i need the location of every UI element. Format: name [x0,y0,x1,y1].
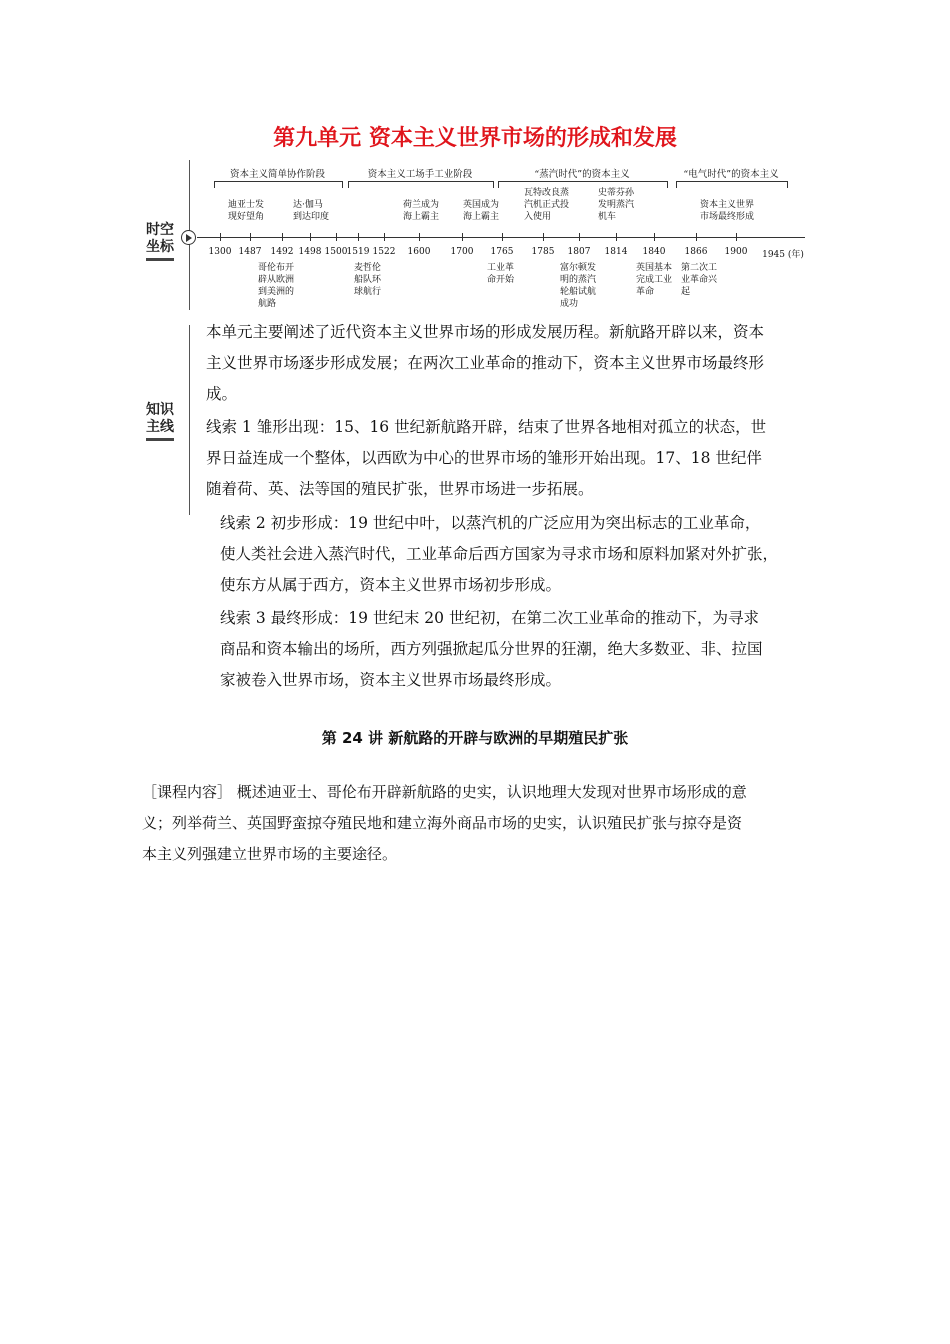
timeline-tick [654,233,655,241]
timeline-side-label [140,222,180,261]
stage-label: “电气时代”的资本主义 [683,169,779,180]
text-line: 本单元主要阐述了近代资本主义世界市场的形成发展历程。新航路开辟以来，资本 [206,323,765,341]
side-label-line1: 时空 [146,222,174,238]
timeline-event: 富尔顿发 明的蒸汽 轮船试航 成功 [560,263,597,309]
timeline-year: 1945 (年) [762,250,804,260]
timeline-year: 1487 [238,247,262,257]
timeline-event: 英国成为 海上霸主 [463,200,500,222]
timeline-year: 1765 [490,247,514,257]
timeline-tick [616,233,617,241]
timeline-tick [736,233,737,241]
stage-label: “蒸汽时代”的资本主义 [534,169,630,180]
timeline-year: 1522 [372,247,396,257]
timeline-year: 1807 [567,247,591,257]
timeline-event: 荷兰成为 海上霸主 [403,200,440,222]
timeline-event: 瓦特改良蒸 汽机正式投 入使用 [524,188,570,222]
text-line: 使人类社会进入蒸汽时代，工业革命后西方国家为寻求市场和原料加紧对外扩张， [220,545,779,563]
text-line: 线索 2 初步形成：19 世纪中叶，以蒸汽机的广泛应用为突出标志的工业革命， [220,514,761,532]
text-line: 随着荷、英、法等国的殖民扩张，世界市场进一步拓展。 [206,480,594,498]
unit-title: 第九单元 资本主义世界市场的形成和发展 [273,126,677,151]
timeline-year: 1814 [604,247,628,257]
timeline-year: 1866 [684,247,708,257]
timeline-tick [282,233,283,241]
timeline-event: 英国基本 完成工业 革命 [636,263,673,297]
lesson-title: 第 24 讲 新航路的开辟与欧洲的早期殖民扩张 [321,729,629,747]
play-icon [181,230,196,245]
text-line: 使东方从属于西方，资本主义世界市场初步形成。 [220,576,562,594]
timeline-tick [543,233,544,241]
timeline-year: 1700 [450,247,474,257]
stage-bracket [676,181,788,188]
timeline-year: 1900 [724,247,748,257]
timeline-year: 1300 [208,247,232,257]
timeline-year: 1519 [346,247,370,257]
text-line: 义；列举荷兰、英国野蛮掠夺殖民地和建立海外商品市场的史实，认识殖民扩张与掠夺是资 [142,814,743,832]
timeline-tick [250,233,251,241]
text-line: 线索 1 雏形出现：15、16 世纪新航路开辟，结束了世界各地相对孤立的状态，世 [206,418,767,436]
stage-label: 资本主义工场手工业阶段 [367,169,473,180]
clue-3-paragraph [220,603,763,696]
timeline-year: 1600 [407,247,431,257]
knowledge-side-label [140,402,180,441]
course-content-paragraph [142,777,747,870]
timeline-event: 史蒂芬孙 发明蒸汽 机车 [598,188,635,222]
timeline-tick [502,233,503,241]
text-line: 家被卷入世界市场，资本主义世界市场最终形成。 [220,671,562,689]
timeline-event: 第二次工 业革命兴 起 [681,263,718,297]
text-line: ［课程内容］ 概述迪亚士、哥伦布开辟新航路的史实，认识地理大发现对世界市场形成的意 [142,783,747,801]
side-label-line2: 坐标 [146,239,174,261]
text-line: 本主义列强建立世界市场的主要途径。 [142,845,398,863]
timeline-event: 资本主义世界 市场最终形成 [700,200,755,222]
timeline-tick [384,233,385,241]
timeline-axis [197,237,805,238]
timeline-tick [336,233,337,241]
clue-1-paragraph [206,412,766,505]
timeline-tick [696,233,697,241]
timeline-event: 麦哲伦 船队环 球航行 [354,263,382,297]
timeline-tick [462,233,463,241]
timeline-event: 迪亚士发 现好望角 [228,200,265,222]
timeline-event: 达·伽马 到达印度 [293,200,330,222]
timeline-tick [419,233,420,241]
timeline-tick [579,233,580,241]
text-line: 商品和资本输出的场所，西方列强掀起瓜分世界的狂潮，绝大多数亚、非、拉国 [220,640,763,658]
text-line: 成。 [206,385,238,403]
timeline-event: 工业革 命开始 [487,263,515,285]
side-label-line1: 知识 [146,402,174,418]
intro-paragraph [206,317,764,410]
timeline-year: 1840 [642,247,666,257]
timeline-year: 1500 [324,247,348,257]
timeline-tick [358,233,359,241]
timeline-year: 1785 [531,247,555,257]
stage-bracket [214,181,343,188]
timeline-event: 哥伦布开 辟从欧洲 到美洲的 航路 [258,263,295,309]
side-label-line2: 主线 [146,419,174,441]
sidebar-line-bottom [189,325,190,515]
timeline-year: 1492 [270,247,294,257]
stage-label: 资本主义简单协作阶段 [229,169,325,180]
timeline-tick [310,233,311,241]
timeline-year: 1498 [298,247,322,257]
text-line: 主义世界市场逐步形成发展；在两次工业革命的推动下，资本主义世界市场最终形 [206,354,765,372]
text-line: 界日益连成一个整体，以西欧为中心的世界市场的雏形开始出现。17、18 世纪伴 [206,449,762,467]
stage-bracket [348,181,494,188]
text-line: 线索 3 最终形成：19 世纪末 20 世纪初，在第二次工业革命的推动下，为寻求 [220,609,759,627]
clue-2-paragraph [220,508,778,601]
timeline-tick [220,233,221,241]
